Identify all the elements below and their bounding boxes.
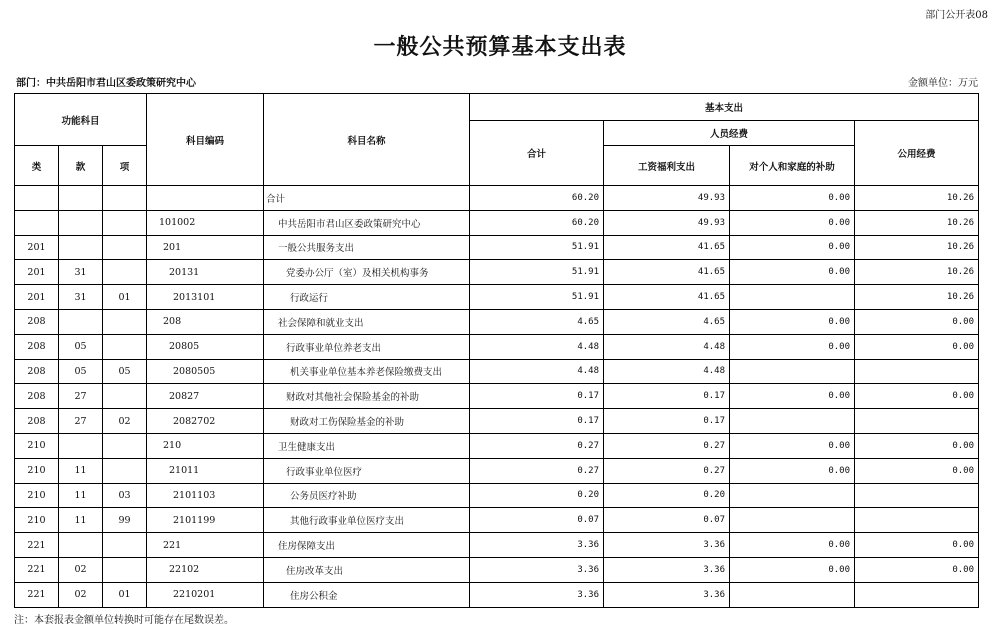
cell-subsidy: 0.00 [730, 384, 855, 409]
cell-salary: 4.48 [604, 359, 730, 384]
footnote: 注：本套报表金额单位转换时可能存在尾数误差。 [14, 615, 234, 626]
cell-name: 其他行政事业单位医疗支出 [264, 508, 470, 533]
cell-code: 20827 [147, 384, 264, 409]
cell-public: 0.00 [855, 384, 979, 409]
cell-code [147, 186, 264, 211]
cell-salary: 49.93 [604, 186, 730, 211]
cell-salary: 0.27 [604, 433, 730, 458]
cell-public: 0.00 [855, 458, 979, 483]
cell-kuan [59, 235, 103, 260]
cell-name: 中共岳阳市君山区委政策研究中心 [264, 210, 470, 235]
cell-salary: 41.65 [604, 235, 730, 260]
cell-code: 210 [147, 433, 264, 458]
cell-xiang [103, 260, 147, 285]
cell-code: 2210201 [147, 582, 264, 607]
cell-kuan: 05 [59, 359, 103, 384]
cell-code: 22102 [147, 557, 264, 582]
cell-public: 10.26 [855, 210, 979, 235]
cell-lei: 208 [15, 384, 59, 409]
cell-total: 3.36 [470, 557, 604, 582]
cell-name: 住房保障支出 [264, 533, 470, 558]
cell-lei: 208 [15, 334, 59, 359]
cell-name: 行政运行 [264, 285, 470, 310]
table-row [15, 508, 979, 533]
table-row [15, 384, 979, 409]
header-public-funds: 公用经费 [855, 121, 979, 186]
cell-name: 财政对工伤保险基金的补助 [264, 409, 470, 434]
cell-name: 公务员医疗补助 [264, 483, 470, 508]
cell-subsidy: 0.00 [730, 433, 855, 458]
cell-public: 10.26 [855, 260, 979, 285]
table-row [15, 334, 979, 359]
header-subject-code: 科目编码 [147, 94, 264, 186]
cell-name: 机关事业单位基本养老保险缴费支出 [264, 359, 470, 384]
cell-total: 0.20 [470, 483, 604, 508]
cell-kuan: 11 [59, 483, 103, 508]
table-row [15, 235, 979, 260]
cell-total: 4.65 [470, 309, 604, 334]
cell-public [855, 409, 979, 434]
table-row [15, 359, 979, 384]
cell-subsidy: 0.00 [730, 260, 855, 285]
cell-name: 党委办公厅（室）及相关机构事务 [264, 260, 470, 285]
cell-salary: 41.65 [604, 285, 730, 310]
cell-name: 一般公共服务支出 [264, 235, 470, 260]
header-personnel: 人员经费 [604, 121, 855, 146]
cell-xiang [103, 533, 147, 558]
cell-xiang [103, 210, 147, 235]
cell-total: 51.91 [470, 285, 604, 310]
cell-public: 10.26 [855, 235, 979, 260]
cell-total: 3.36 [470, 533, 604, 558]
cell-public: 10.26 [855, 186, 979, 211]
cell-xiang [103, 384, 147, 409]
cell-name: 行政事业单位医疗 [264, 458, 470, 483]
cell-public: 0.00 [855, 533, 979, 558]
cell-salary: 3.36 [604, 582, 730, 607]
cell-subsidy [730, 483, 855, 508]
page-title: 一般公共预算基本支出表 [373, 34, 627, 60]
cell-kuan [59, 309, 103, 334]
cell-lei: 210 [15, 483, 59, 508]
cell-lei: 201 [15, 260, 59, 285]
cell-subsidy: 0.00 [730, 557, 855, 582]
cell-lei: 201 [15, 285, 59, 310]
cell-xiang [103, 557, 147, 582]
cell-kuan: 02 [59, 582, 103, 607]
header-basic-expenditure: 基本支出 [470, 94, 979, 121]
cell-kuan [59, 186, 103, 211]
cell-salary: 4.48 [604, 334, 730, 359]
cell-lei: 208 [15, 409, 59, 434]
cell-xiang [103, 309, 147, 334]
cell-total: 0.07 [470, 508, 604, 533]
cell-subsidy: 0.00 [730, 458, 855, 483]
cell-kuan: 05 [59, 334, 103, 359]
cell-total: 0.27 [470, 433, 604, 458]
cell-total: 3.36 [470, 582, 604, 607]
table-row [15, 186, 979, 211]
table-row [15, 533, 979, 558]
cell-total: 60.20 [470, 210, 604, 235]
cell-public [855, 508, 979, 533]
cell-subsidy [730, 409, 855, 434]
cell-name: 财政对其他社会保险基金的补助 [264, 384, 470, 409]
cell-code: 2082702 [147, 409, 264, 434]
cell-lei: 210 [15, 433, 59, 458]
cell-kuan: 31 [59, 285, 103, 310]
cell-xiang [103, 186, 147, 211]
header-lei: 类 [15, 146, 59, 186]
cell-code: 2101199 [147, 508, 264, 533]
cell-code: 2013101 [147, 285, 264, 310]
cell-xiang [103, 433, 147, 458]
cell-lei [15, 210, 59, 235]
cell-lei: 208 [15, 359, 59, 384]
form-number: 部门公开表08 [925, 10, 988, 21]
cell-name: 行政事业单位养老支出 [264, 334, 470, 359]
cell-salary: 3.36 [604, 533, 730, 558]
department-label: 部门：中共岳阳市君山区委政策研究中心 [16, 78, 196, 89]
header-total: 合计 [470, 121, 604, 186]
cell-total: 4.48 [470, 334, 604, 359]
cell-code: 20131 [147, 260, 264, 285]
cell-salary: 0.20 [604, 483, 730, 508]
cell-name: 合计 [264, 186, 470, 211]
cell-code: 2101103 [147, 483, 264, 508]
table-row [15, 433, 979, 458]
cell-xiang: 01 [103, 582, 147, 607]
cell-code: 208 [147, 309, 264, 334]
cell-xiang: 02 [103, 409, 147, 434]
table-row [15, 409, 979, 434]
cell-total: 0.17 [470, 384, 604, 409]
cell-xiang: 03 [103, 483, 147, 508]
header-salary-welfare: 工资福利支出 [604, 146, 730, 186]
cell-code: 101002 [147, 210, 264, 235]
cell-subsidy [730, 359, 855, 384]
cell-salary: 49.93 [604, 210, 730, 235]
cell-code: 21011 [147, 458, 264, 483]
cell-public [855, 483, 979, 508]
cell-total: 0.17 [470, 409, 604, 434]
cell-salary: 41.65 [604, 260, 730, 285]
cell-salary: 0.17 [604, 384, 730, 409]
cell-lei: 201 [15, 235, 59, 260]
cell-salary: 0.07 [604, 508, 730, 533]
table-row [15, 483, 979, 508]
cell-kuan: 27 [59, 409, 103, 434]
cell-total: 4.48 [470, 359, 604, 384]
cell-lei: 210 [15, 508, 59, 533]
cell-kuan: 31 [59, 260, 103, 285]
cell-public [855, 582, 979, 607]
cell-lei: 221 [15, 582, 59, 607]
cell-xiang: 01 [103, 285, 147, 310]
cell-salary: 0.17 [604, 409, 730, 434]
cell-kuan [59, 533, 103, 558]
cell-total: 60.20 [470, 186, 604, 211]
cell-public: 10.26 [855, 285, 979, 310]
cell-subsidy: 0.00 [730, 309, 855, 334]
cell-code: 20805 [147, 334, 264, 359]
header-subject-name: 科目名称 [264, 94, 470, 186]
cell-public: 0.00 [855, 309, 979, 334]
cell-subsidy: 0.00 [730, 210, 855, 235]
cell-code: 2080505 [147, 359, 264, 384]
header-xiang: 项 [103, 146, 147, 186]
cell-kuan: 27 [59, 384, 103, 409]
cell-lei: 221 [15, 557, 59, 582]
cell-lei [15, 186, 59, 211]
cell-subsidy [730, 508, 855, 533]
cell-kuan [59, 433, 103, 458]
cell-public: 0.00 [855, 433, 979, 458]
cell-subsidy: 0.00 [730, 235, 855, 260]
table-row [15, 260, 979, 285]
cell-salary: 3.36 [604, 557, 730, 582]
cell-subsidy: 0.00 [730, 334, 855, 359]
expenditure-table [14, 93, 979, 608]
cell-name: 住房公积金 [264, 582, 470, 607]
table-row [15, 557, 979, 582]
cell-kuan: 11 [59, 458, 103, 483]
cell-subsidy [730, 285, 855, 310]
cell-kuan: 11 [59, 508, 103, 533]
cell-subsidy: 0.00 [730, 186, 855, 211]
cell-name: 住房改革支出 [264, 557, 470, 582]
cell-subsidy [730, 582, 855, 607]
cell-lei: 208 [15, 309, 59, 334]
cell-kuan [59, 210, 103, 235]
header-func-subject: 功能科目 [15, 94, 147, 146]
cell-lei: 221 [15, 533, 59, 558]
cell-xiang [103, 458, 147, 483]
cell-xiang [103, 334, 147, 359]
cell-code: 201 [147, 235, 264, 260]
table-row [15, 285, 979, 310]
cell-lei: 210 [15, 458, 59, 483]
table-row [15, 458, 979, 483]
header-kuan: 款 [59, 146, 103, 186]
cell-salary: 4.65 [604, 309, 730, 334]
cell-kuan: 02 [59, 557, 103, 582]
table-row [15, 582, 979, 607]
cell-code: 221 [147, 533, 264, 558]
amount-unit-label: 金额单位：万元 [908, 78, 978, 89]
table-row [15, 210, 979, 235]
cell-subsidy: 0.00 [730, 533, 855, 558]
cell-total: 0.27 [470, 458, 604, 483]
cell-public: 0.00 [855, 557, 979, 582]
cell-total: 51.91 [470, 260, 604, 285]
cell-salary: 0.27 [604, 458, 730, 483]
table-row [15, 309, 979, 334]
cell-xiang [103, 235, 147, 260]
header-family-subsidy: 对个人和家庭的补助 [730, 146, 855, 186]
cell-xiang: 99 [103, 508, 147, 533]
cell-name: 卫生健康支出 [264, 433, 470, 458]
cell-public: 0.00 [855, 334, 979, 359]
cell-total: 51.91 [470, 235, 604, 260]
cell-xiang: 05 [103, 359, 147, 384]
cell-name: 社会保障和就业支出 [264, 309, 470, 334]
cell-public [855, 359, 979, 384]
